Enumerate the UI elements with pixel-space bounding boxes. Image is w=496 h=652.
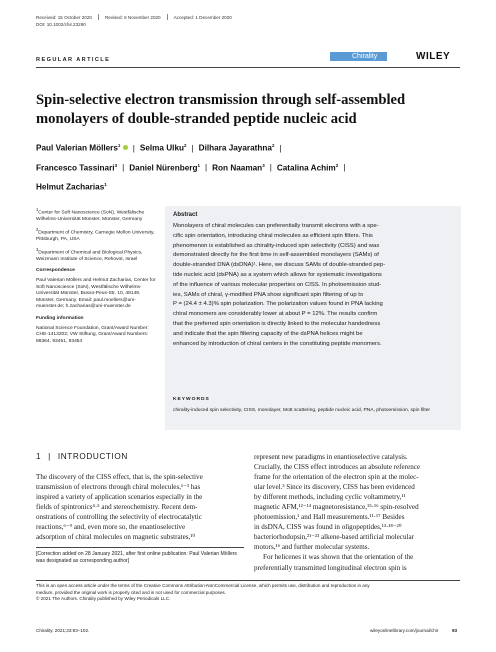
abstract-line: that the preferred spin orientation is directly linked to the molecular handedness	[173, 320, 381, 327]
journal-citation: Chirality. 2021;33:93–102.	[36, 628, 90, 633]
page-number: 93	[452, 628, 458, 633]
revised-date: Revised: 6 November 2020	[104, 15, 161, 20]
section-title: INTRODUCTION	[57, 452, 128, 461]
abstract-line: enhanced by introduction of chiral centers in the constituting peptide monomers.	[173, 340, 382, 347]
abstract-line: and indicate that the spin filtering capacity of the dsPNA helices might be	[173, 330, 363, 337]
correspondence-email[interactable]: Email: paul.moellers@uni-muenster.de; h.zacharias@uni-muenster.de	[36, 297, 136, 310]
keywords-text: chirality-induced spin selectivity, CISS, monolayer, Mott scattering, peptide nucleic acid, PNA, photoemission, spin filter	[173, 408, 431, 413]
author-name[interactable]: Ron Naaman	[212, 163, 263, 173]
body-line: represent new paradigms in enantioselective catalysis.	[254, 453, 408, 461]
body-line: For helicenes it was shown that the orientation of the	[263, 553, 414, 562]
author-name[interactable]: Daniel Nürenberg	[129, 163, 198, 173]
body-line: bacteriorhodopsin,²¹⁻²³ alkene-based artificial molecular	[254, 533, 414, 542]
affiliation-text: Department of Chemistry, Carnegie Mellon University, Pittsburgh, PA, USA	[36, 230, 155, 243]
author-affiliation-sup: 2	[271, 143, 275, 148]
author-affiliation-sup: 1	[117, 143, 121, 148]
license-line: This is an open access article under the terms of the Creative Commons Attribution-NonCommercial License, which permits use, distribution and reproduction in any	[36, 583, 370, 588]
license-line: © 2021 The Authors. Chirality published by Wiley Periodicals LLC.	[36, 596, 171, 602]
author-name[interactable]: Catalina Achim	[276, 163, 336, 173]
author-list	[36, 137, 476, 196]
abstract-text	[173, 222, 455, 349]
body-line: The discovery of the CISS effect, that is, the spin-selective	[36, 473, 203, 481]
intro-right-column	[254, 452, 462, 573]
header-rule	[36, 67, 460, 68]
body-line: fields of spintronics⁴·⁵ and stereochemistry. Recent dem-	[36, 503, 198, 512]
author-affiliation-sup: 2	[184, 143, 187, 148]
body-line: inspired a variety of application scenarios especially in the	[36, 493, 203, 502]
author-name[interactable]: Selma Ulku	[139, 143, 184, 153]
section-number: 1	[36, 452, 42, 461]
funding-heading: Funding information	[36, 316, 84, 321]
doi[interactable]: DOI: 10.1002/chir.23290	[36, 22, 86, 27]
body-line: motors,¹⁶ and further molecular systems.	[254, 543, 370, 552]
author-line-1: Paul Valerian Möllers$^1$ | Selma Ulku$^2$ | Dilhara Jayarathna$^2$ |	[36, 143, 282, 153]
abstract-line: tide nucleic acid (dsPNA) as a system which allows for systematic investigations	[173, 271, 382, 278]
author-affiliation-sup: 3	[114, 162, 118, 168]
author-name[interactable]: Paul Valerian Möllers	[36, 143, 118, 153]
abstract-line: double-stranded DNA (dsDNA)¹. Here, we discuss SAMs of double-stranded pep-	[173, 262, 386, 269]
abstract-line: P = (24.4 ± 4.3)% spin polarization. The polarization values found in PNA lacking	[173, 301, 383, 308]
body-line: Crucially, the CISS effect introduces an absolute reference	[254, 463, 421, 472]
body-line: onstrations of controlling the selectivity of electrocatalytic	[36, 513, 202, 522]
abstract-line: cific spin orientation, introducing chiral molecules as efficient spin filters. This	[173, 232, 373, 239]
publisher-logo: WILEY	[416, 51, 451, 62]
correspondence-text	[36, 278, 158, 311]
affiliations	[36, 207, 158, 348]
affiliation-item	[36, 207, 158, 224]
correspondence-address: Paul Valerian Möllers and Helmut Zacharias, Center for Soft Nanoscience (SoN), Westfälische Wilhelms-Universität Münster, Busso-Peus-Str. 10, 48149. Münster, Germany.	[36, 278, 156, 303]
journal-url[interactable]: wileyonlinelibrary.com/journal/chir	[370, 628, 439, 633]
orcid-icon[interactable]	[123, 145, 128, 150]
abstract-line: ies, SAMs of chiral, γ-modified PNA show significant spin filtering of up to	[173, 291, 364, 298]
affiliation-sup: 2	[36, 226, 39, 232]
affiliation-item	[36, 247, 158, 264]
license-text	[36, 583, 466, 603]
abstract-line: phenomenon is established as chirality-induced spin selectivity (CISS) and was	[173, 242, 380, 249]
author-name[interactable]: Helmut Zacharias	[36, 183, 105, 193]
author-name[interactable]: Dilhara Jayarathna	[198, 143, 272, 153]
body-line: ular level.³ Since its discovery, CISS has been evidenced	[254, 483, 415, 492]
body-line: adsorption of chiral molecules on magnetic substrates,¹⁰	[36, 533, 196, 542]
correspondence-heading: Correspondence	[36, 268, 75, 274]
affiliation-item	[36, 227, 158, 244]
title-block	[36, 91, 466, 129]
abstract-line: Monolayers of chiral molecules can preferentially transmit electrons with a spe-	[173, 223, 379, 229]
license-rule	[36, 580, 460, 581]
affiliation-sup: 3	[36, 246, 39, 252]
accepted-date: Accepted: 1 December 2020	[173, 15, 232, 20]
body-line: in dsDNA, CISS was found in oligopeptides,¹³·¹⁸⁻²⁰	[254, 523, 402, 532]
section-heading: 1 | INTRODUCTION	[36, 452, 128, 461]
affiliation-text: Department of Chemical and Biological Physics, Weizmann Institute of Science, Rehovot, Israel	[36, 250, 143, 262]
body-line: photoemission,¹ and Hall measurements.¹¹·¹⁷ Besides	[254, 513, 405, 522]
body-line: reactions,⁶⁻⁹ and, even more so, the enantioselective	[36, 523, 186, 532]
journal-badge: Chirality	[330, 52, 387, 61]
affiliation-text: Center for Soft Nanoscience (SoN), Westfälische Wilhelms-Universität Münster, Münster, Germany	[36, 210, 145, 223]
intro-left-column	[36, 472, 244, 542]
author-name[interactable]: Francesco Tassinari	[36, 163, 115, 173]
affiliation-sup: 1	[36, 207, 39, 212]
author-line-3	[36, 176, 476, 196]
body-line: preferentially transmitted longitudinal electron spin is	[254, 563, 407, 572]
received-date: Received: 15 October 2020	[36, 15, 92, 20]
author-affiliation-sup: 2	[335, 162, 339, 168]
author-line-2: Francesco Tassinari$^3$ | Daniel Nürenberg$^1$ | Ron Naaman$^3$ | Catalina Achim$^2$ |	[36, 162, 346, 173]
correction-note: [Correction added on 28 January 2021, after first online publication: Paul Valerian Möllers was designated as corresponding author]	[36, 551, 237, 564]
license-line: medium, provided the original work is properly cited and is not used for commercial purposes.	[36, 589, 226, 595]
abstract-heading: Abstract	[173, 212, 198, 218]
abstract-line: demonstrated directly for the first time in self-assembled monolayers (SAMs) of	[173, 252, 379, 259]
article-type: REGULAR ARTICLE	[36, 57, 111, 63]
author-affiliation-sup: 1	[197, 162, 200, 168]
funding-text: National Science Foundation, Grant/Award Number: CHE-1413202; VW Stiftung, Grant/Award Numbers: 88364, 93451, 93454	[36, 325, 149, 344]
correction-rule	[36, 547, 244, 548]
author-affiliation-sup: 3	[262, 162, 265, 168]
keywords-heading: KEYWORDS	[173, 397, 210, 402]
article-history	[36, 14, 232, 20]
author-affiliation-sup: 1	[104, 182, 107, 188]
abstract-line: chiral monomers are considerably lower at about P = 12%. The results confirm	[173, 311, 378, 318]
abstract-line: of the influence of various molecular properties on CISS. In photoemission stud-	[173, 281, 382, 288]
body-line: transmission of electrons through chiral molecules,¹⁻³ has	[36, 483, 201, 492]
body-line: magnetic AFM,¹²⁻¹⁴ magnetoresistance,¹⁵·¹⁶ spin-resolved	[254, 503, 419, 512]
body-line: frame for the orientation of the electron spin at the molec-	[254, 473, 419, 482]
body-line: by different methods, including cyclic voltammetry,¹¹	[254, 493, 406, 502]
article-title: Spin-selective electron transmission through self-assembled monolayers of double-stranded peptide nucleic acid	[36, 92, 406, 127]
